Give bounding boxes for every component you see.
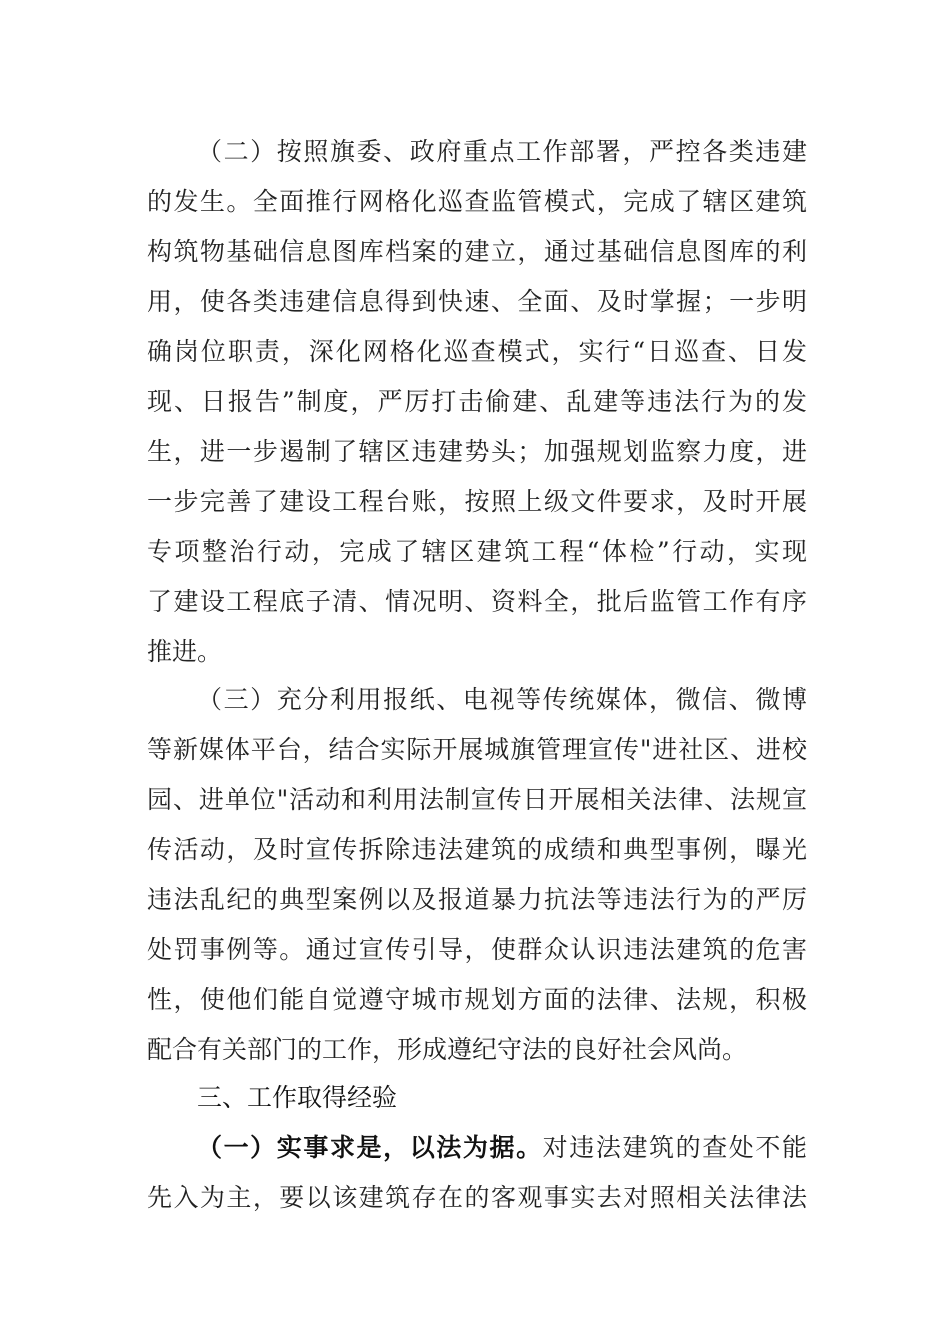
para2-line-9: 专项整治行动，完成了辖区建筑工程“体检”行动，实现 [147,537,807,566]
para3-line-5: 违法乱纪的典型案例以及报道暴力抗法等违法行为的严厉 [147,885,807,914]
para4-bold-lead: （一）实事求是，以法为据。 [197,1133,543,1162]
para3-line-3: 园、进单位"活动和利用法制宣传日开展相关法律、法规宣 [147,785,807,814]
para2-line-7: 生，进一步遏制了辖区违建势头；加强规划监察力度，进 [147,437,807,466]
para3-line-1: （三）充分利用报纸、电视等传统媒体，微信、微博 [197,685,807,714]
para2-line-2: 的发生。全面推行网格化巡查监管模式，完成了辖区建筑 [147,187,807,216]
para2-line-5: 确岗位职责，深化网格化巡查模式，实行“日巡查、日发 [147,337,807,366]
para3-line-6: 处罚事例等。通过宣传引导，使群众认识违法建筑的危害 [147,935,807,964]
para2-line-3: 构筑物基础信息图库档案的建立，通过基础信息图库的利 [147,237,807,266]
para2-line-10: 了建设工程底子清、情况明、资料全，批后监管工作有序 [147,587,807,616]
para3-line-4: 传活动，及时宣传拆除违法建筑的成绩和典型事例，曝光 [147,835,807,864]
para2-line-8: 一步完善了建设工程台账，按照上级文件要求，及时开展 [147,487,807,516]
para3-line-8: 配合有关部门的工作，形成遵纪守法的良好社会风尚。 [147,1035,748,1064]
section-heading: 三、工作取得经验 [197,1083,398,1112]
para4-line-2: 先入为主，要以该建筑存在的客观事实去对照相关法律法 [147,1183,807,1212]
para4-line-1 [197,1130,807,1166]
para3-line-2: 等新媒体平台，结合实际开展城旗管理宣传"进社区、进校 [147,735,807,764]
para2-line-11: 推进。 [147,637,223,666]
para2-line-6: 现、日报告”制度，严厉打击偷建、乱建等违法行为的发 [147,387,807,416]
para2-line-1: （二）按照旗委、政府重点工作部署，严控各类违建 [197,137,807,166]
para2-line-4: 用，使各类违建信息得到快速、全面、及时掌握；一步明 [147,287,807,316]
para3-line-7: 性，使他们能自觉遵守城市规划方面的法律、法规，积极 [147,985,807,1014]
para4-line-1-rest: 对违法建筑的查处不能 [542,1133,807,1162]
